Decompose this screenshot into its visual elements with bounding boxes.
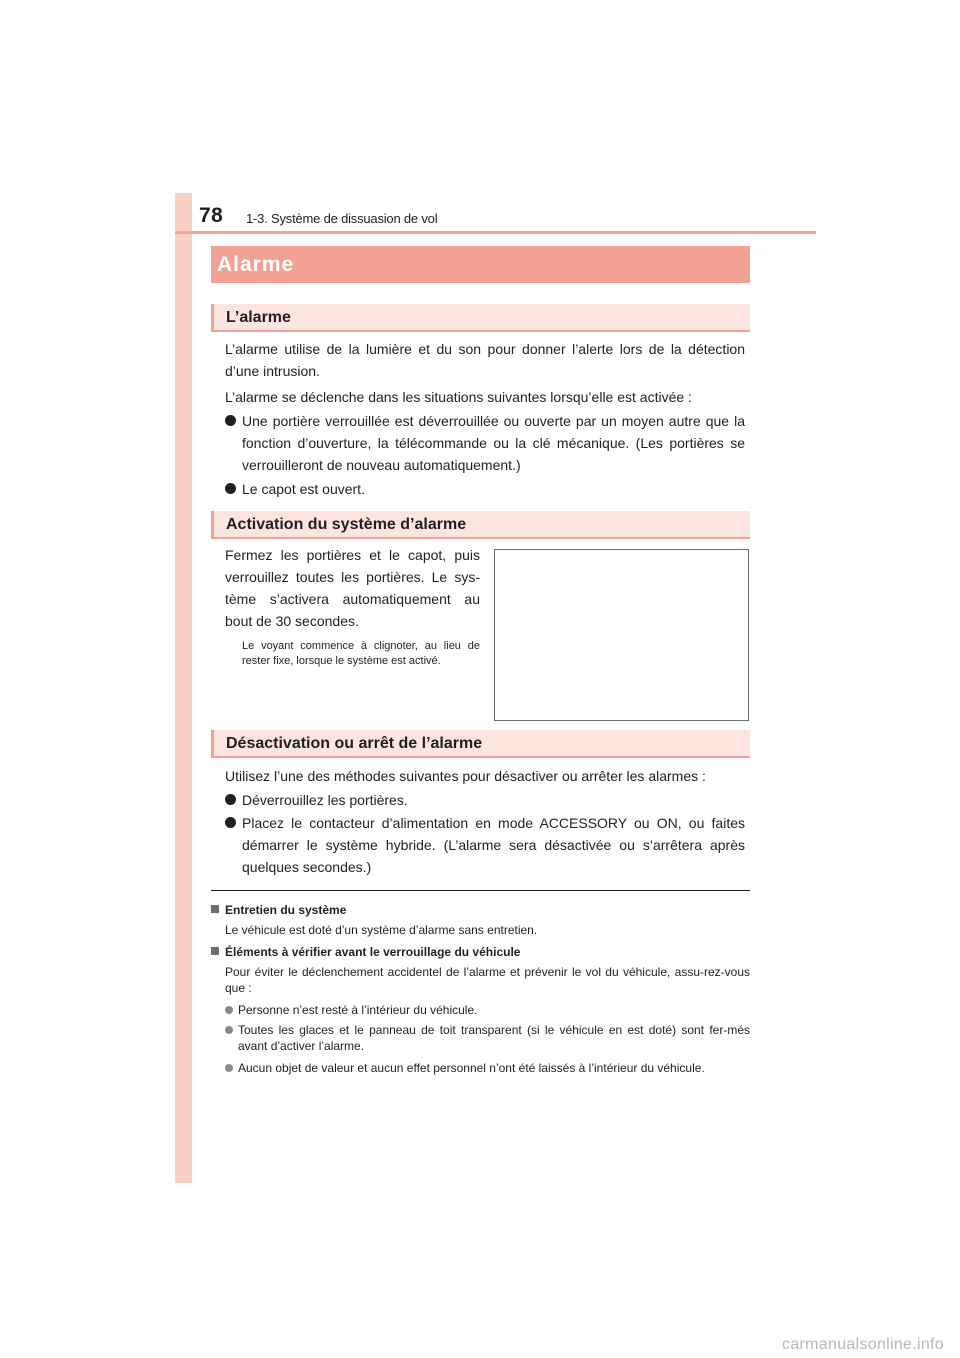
note-heading-text: Entretien du système bbox=[225, 903, 347, 917]
bullet-icon bbox=[225, 817, 236, 828]
note-list-item-text: Aucun objet de valeur et aucun effet personnel n’ont été laissés à l’intérieur du véhicule. bbox=[238, 1061, 705, 1075]
note-list-item bbox=[225, 1022, 750, 1054]
list-item bbox=[225, 410, 745, 476]
page-title: Alarme bbox=[211, 246, 750, 283]
indicator-note: Le voyant commence à clignoter, au lieu de rester fixe, lorsque le système est activé. bbox=[242, 640, 480, 667]
list-item bbox=[225, 789, 745, 811]
page-number: 78 bbox=[199, 204, 224, 227]
list-item-text: Le capot est ouvert. bbox=[242, 481, 365, 497]
side-margin-band bbox=[175, 193, 192, 1183]
header-rule bbox=[175, 231, 816, 234]
note-heading bbox=[211, 902, 346, 918]
bullet-icon bbox=[225, 415, 236, 426]
watermark: carmanualsonline.info bbox=[782, 1336, 944, 1353]
section-breadcrumb: 1-3. Système de dissuasion de vol bbox=[246, 211, 438, 226]
bullet-icon bbox=[225, 1006, 233, 1014]
note-list-item-text: Toutes les glaces et le panneau de toit transparent (si le véhicule en est doté) sont fer-més avant d’activer l’alarme. bbox=[238, 1023, 750, 1053]
paragraph: L’alarme utilise de la lumière et du son pour donner l’alerte lors de la détection d’une intrusion. bbox=[225, 341, 745, 379]
bullet-icon bbox=[225, 483, 236, 494]
section-heading-activation: Activation du système d’alarme bbox=[211, 511, 750, 539]
bullet-icon bbox=[225, 794, 236, 805]
list-item bbox=[225, 478, 745, 500]
note-heading bbox=[211, 944, 520, 960]
bullet-icon bbox=[225, 1064, 233, 1072]
notes-divider bbox=[211, 890, 750, 891]
list-item-text: Déverrouillez les portières. bbox=[242, 792, 408, 808]
note-list-item bbox=[225, 1060, 750, 1076]
section-heading-lalarme: L’alarme bbox=[211, 304, 750, 332]
square-bullet-icon bbox=[211, 905, 219, 913]
paragraph: Fermez les portières et le capot, puis verrouillez toutes les portières. Le sys-tème s’activera automatiquement au bout de 30 secondes. bbox=[225, 547, 480, 629]
note-list-item-text: Personne n’est resté à l’intérieur du véhicule. bbox=[238, 1003, 478, 1017]
list-item-text: Placez le contacteur d’alimentation en mode ACCESSORY ou ON, ou faites démarrer le système hybride. (L’alarme sera désactivée ou s’arrêtera après quelques secondes.) bbox=[242, 815, 745, 875]
illustration-frame bbox=[494, 549, 749, 721]
note-text: Pour éviter le déclenchement accidentel de l’alarme et prévenir le vol du véhicule, assu-rez-vous que : bbox=[225, 965, 750, 995]
square-bullet-icon bbox=[211, 947, 219, 955]
list-item-text: Une portière verrouillée est déverrouillée ou ouverte par un moyen autre que la fonction d’ouverture, la télécommande ou la clé mécanique. (Les portières se verrouilleront de nouveau automatiquement.) bbox=[242, 413, 745, 473]
paragraph: Utilisez l’une des méthodes suivantes pour désactiver ou arrêter les alarmes : bbox=[225, 768, 706, 784]
note-text: Le véhicule est doté d’un système d’alarme sans entretien. bbox=[225, 923, 538, 937]
section-heading-desactivation: Désactivation ou arrêt de l’alarme bbox=[211, 730, 750, 758]
list-item bbox=[225, 812, 745, 878]
paragraph: L’alarme se déclenche dans les situations suivantes lorsqu’elle est activée : bbox=[225, 389, 692, 405]
note-heading-text: Éléments à vérifier avant le verrouillage du véhicule bbox=[225, 945, 521, 959]
bullet-icon bbox=[225, 1026, 233, 1034]
note-list-item bbox=[225, 1002, 750, 1018]
